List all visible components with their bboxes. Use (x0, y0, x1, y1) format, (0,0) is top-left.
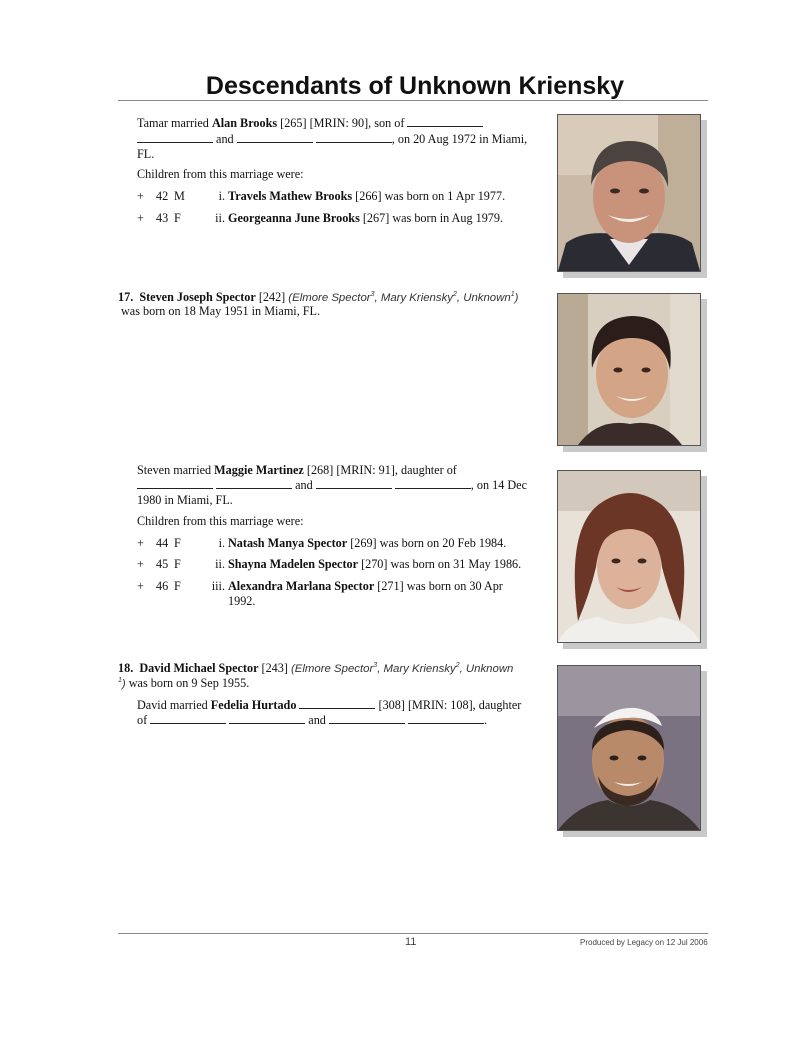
blank-line (408, 712, 484, 724)
child-name: Georgeanna June Brooks (228, 211, 360, 225)
person-18-heading: 18. David Michael Spector [243] (Elmore Spector$^3$, Mary Kriensky$^2$, Unknown (118, 661, 514, 675)
child-name: Alexandra Marlana Spector (228, 579, 375, 593)
blank-line (407, 115, 483, 127)
blank-line (316, 131, 392, 143)
blank-line (216, 477, 292, 489)
marriage-line-2: and , on 14 Dec (137, 477, 527, 493)
marriage-line-3: 1980 in Miami, FL. (137, 493, 233, 507)
children-header: Children from this marriage were: (137, 167, 304, 181)
portrait-photo (557, 114, 701, 272)
lineage: (Elmore Spector$^3$, Mary Kriensky$^2$, Unknown$^1$) (288, 291, 519, 304)
person-17-birth: was born on 18 May 1951 in Miami, FL. (121, 304, 321, 318)
spouse-name: Maggie Martinez (214, 463, 304, 477)
lineage: (Elmore Spector$^3$, Mary Kriensky$^2$, Unknown (290, 662, 514, 675)
person-name: Steven Joseph Spector (139, 290, 256, 304)
person-name: David Michael Spector (139, 661, 259, 675)
header-divider (118, 100, 708, 101)
marriage-line-3: FL. (137, 147, 155, 161)
marriage-line-2: and , on 20 Aug 1972 in Miami, (137, 131, 527, 147)
blank-line (316, 477, 392, 489)
marriage-line-2: of and . (137, 713, 488, 727)
person-18-birth: $^1$) was born on 9 Sep 1955. (118, 676, 250, 690)
blank-line (150, 712, 226, 724)
child-name: Natash Manya Spector (228, 536, 348, 550)
child-name: Shayna Madelen Spector (228, 557, 359, 571)
blank-line (237, 131, 313, 143)
marriage-line-1: David married Fedelia Hurtado [308] [MRIN: 108], daughter (137, 698, 522, 712)
page-title: Descendants of Unknown Kriensky (205, 72, 625, 100)
page-number: 11 (405, 936, 417, 948)
blank-line (229, 712, 305, 724)
portrait-photo (557, 293, 701, 446)
spouse-name: Fedelia Hurtado (210, 698, 297, 712)
child-name: Travels Mathew Brooks (228, 189, 353, 203)
child-row-continuation: 1992. (228, 594, 256, 608)
blank-line (137, 131, 213, 143)
marriage-line-1: Tamar married Alan Brooks [265] [MRIN: 90], son of (137, 115, 483, 131)
person-17-heading: 17. Steven Joseph Spector [242] (Elmore Spector$^3$, Mary Kriensky$^2$, Unknown$^1$) (118, 290, 519, 304)
blank-line (395, 477, 471, 489)
marriage-line-1: Steven married Maggie Martinez [268] [MRIN: 91], daughter of (137, 463, 457, 477)
children-header: Children from this marriage were: (137, 514, 304, 528)
portrait-photo (557, 665, 701, 831)
blank-line (137, 477, 213, 489)
spouse-name: Alan Brooks (211, 116, 278, 130)
portrait-photo (557, 470, 701, 643)
blank-line (329, 712, 405, 724)
footer-divider (118, 933, 708, 934)
produced-by: Produced by Legacy on 12 Jul 2006 (580, 938, 708, 947)
blank-line (299, 697, 375, 709)
